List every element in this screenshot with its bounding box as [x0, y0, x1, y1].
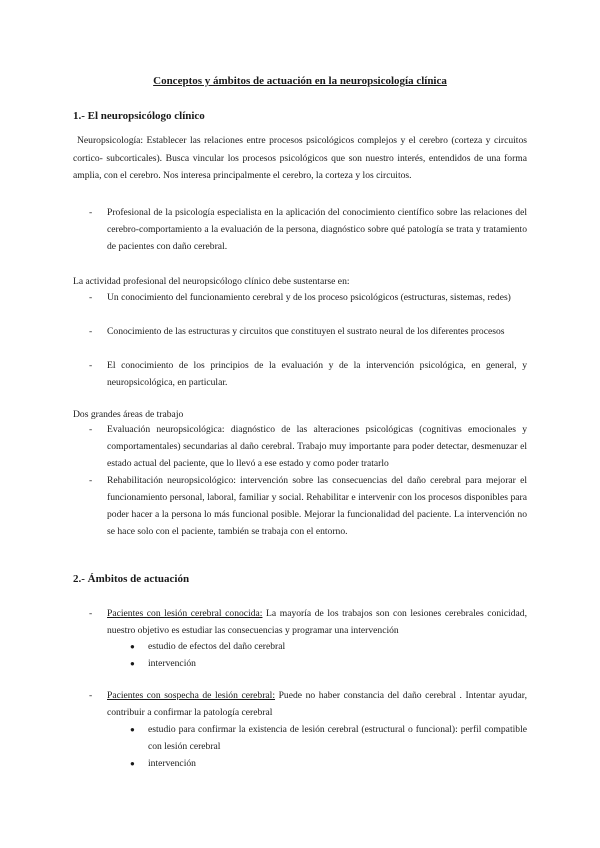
- bullet-text: estudio de efectos del daño cerebral: [148, 641, 286, 652]
- definition-text: Profesional de la psicología especialista en la aplicación del conocimiento científico sobre las relaciones del cerebro-comportamiento a la evaluación de la persona, diagnóstico sobre qué patología se trata y tratamiento de pacientes con daño cerebral.: [107, 207, 527, 252]
- list-item: [130, 721, 527, 755]
- group2-label: Pacientes con sospecha de lesión cerebral:: [107, 690, 276, 701]
- dash-marker: -: [89, 690, 93, 701]
- list-item: [89, 472, 527, 540]
- dash-marker: -: [89, 292, 93, 303]
- list-item: [130, 755, 527, 772]
- list-item: [130, 655, 527, 672]
- group2-text: [107, 687, 527, 721]
- dash-marker: -: [89, 475, 93, 486]
- bullet-text: estudio para confirmar la existencia de lesión cerebral (estructural o funcional): perfil compatible con lesión cerebral: [148, 724, 527, 752]
- dash-marker: -: [89, 424, 93, 435]
- group1-body: La mayoría de los trabajos son con lesiones cerebrales conicidad, nuestro objetivo es estudiar las consecuencias y programar una intervención: [107, 608, 527, 636]
- areas-intro: Dos grandes áreas de trabajo: [73, 409, 184, 420]
- group1-text: [107, 605, 527, 639]
- group2-body: Puede no haber constancia del daño cerebral . Intentar ayudar, contribuir a confirmar la patología cerebral: [107, 690, 527, 718]
- activity-item-text: Conocimiento de las estructuras y circuitos que constituyen el sustrato neural de los diferentes procesos: [107, 326, 505, 337]
- bullet-marker: ●: [130, 759, 135, 768]
- intro-paragraph: Neuropsicología: Establecer las relaciones entre procesos psicológicos complejos y el cerebro (corteza y circuitos cortico- subcorticales). Busca vincular los procesos psicológicos que son nuestro interés, entendidos de una forma amplia, con el cerebro. Nos interesa principalmente el cerebro, la corteza y los circuitos.: [73, 135, 527, 181]
- section-heading-neuropsicologo: 1.- El neuropsicólogo clínico: [73, 110, 205, 122]
- list-item: [89, 289, 527, 306]
- activity-item-text: Un conocimiento del funcionamiento cerebral y de los proceso psicológicos (estructuras, sistemas, redes): [107, 292, 511, 303]
- list-item: [89, 204, 527, 255]
- area-item-text: Rehabilitación neuropsicológico: intervención sobre las consecuencias del daño cerebral para mejorar el funcionamiento personal, laboral, familiar y social. Rehabilitar e intervenir con los procesos disponibles para poder hacer a la persona lo más funcional posible. Mejorar la funcionalidad del paciente. La intervención no se hace solo con el paciente, también se trabaja con el entorno.: [107, 475, 527, 537]
- dash-marker: -: [89, 608, 93, 619]
- group1-label: Pacientes con lesión cerebral conocida:: [107, 608, 263, 619]
- activity-intro: La actividad profesional del neuropsicólogo clínico debe sustentarse en:: [73, 276, 350, 287]
- section-heading-ambitos: 2.- Ámbitos de actuación: [73, 573, 190, 585]
- list-item: [89, 605, 527, 639]
- dash-marker: -: [89, 326, 93, 337]
- list-item: [130, 638, 527, 655]
- list-item: [89, 687, 527, 721]
- activity-item-text: El conocimiento de los principios de la evaluación y de la intervención psicológica, en general, y neuropsicológica, en particular.: [107, 360, 527, 388]
- list-item: [89, 357, 527, 391]
- dash-marker: -: [89, 207, 93, 218]
- dash-marker: -: [89, 360, 93, 371]
- bullet-text: intervención: [148, 658, 196, 669]
- bullet-text: intervención: [148, 758, 196, 769]
- bullet-marker: ●: [130, 725, 135, 734]
- area-item-text: Evaluación neuropsicológica: diagnóstico de las alteraciones psicológicas (cognitivas emocionales y comportamentales) secundarias al daño cerebral. Trabajo muy importante para poder detectar, desmenuzar el estado actual del paciente, que lo llevó a ese estado y como poder tratarlo: [107, 424, 527, 469]
- list-item: [89, 323, 527, 340]
- bullet-marker: ●: [130, 659, 135, 668]
- bullet-marker: ●: [130, 642, 135, 651]
- document-title: Conceptos y ámbitos de actuación en la neuropsicología clínica: [153, 75, 447, 87]
- list-item: [89, 421, 527, 472]
